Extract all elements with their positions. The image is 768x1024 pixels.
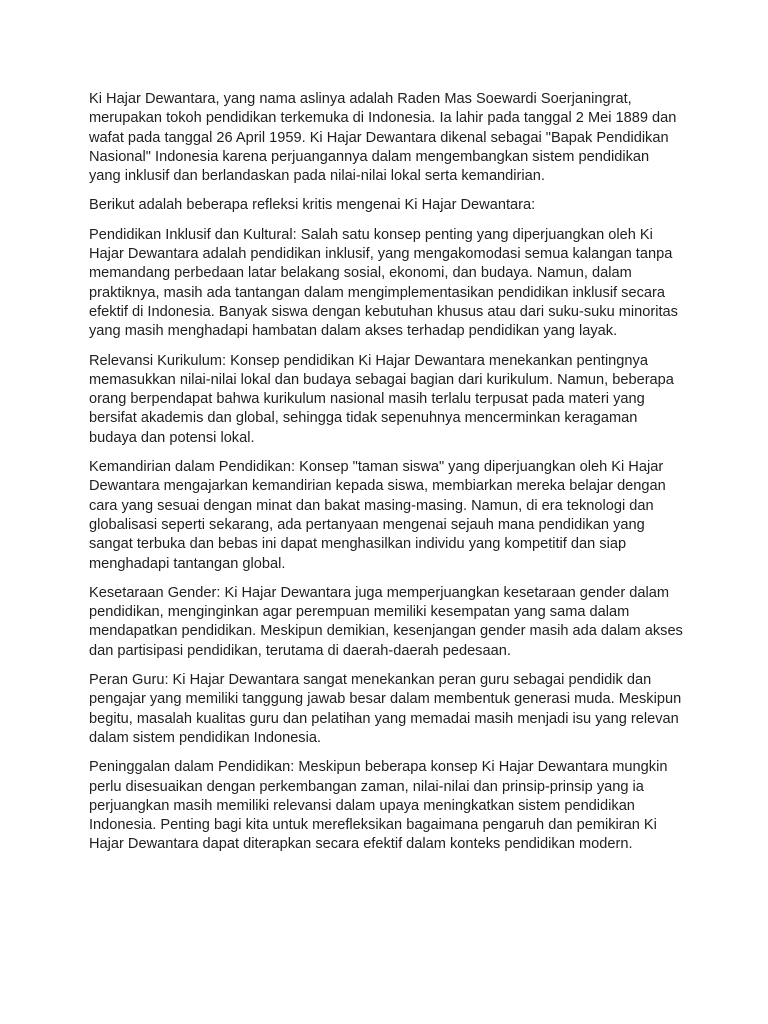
paragraph-legacy: Peninggalan dalam Pendidikan: Meskipun beberapa konsep Ki Hajar Dewantara mungkin perlu disesuaikan dengan perkembangan zaman, nilai-nilai dan prinsip-prinsip yang ia perjuangkan masih memiliki relevansi dalam upaya meningkatkan sistem pendidikan Indonesia. Penting bagi kita untuk merefleksikan bagaimana pengaruh dan pemikiran Ki Hajar Dewantara dapat diterapkan secara efektif dalam konteks pendidikan modern. bbox=[89, 759, 668, 853]
paragraph-inclusive-education: Pendidikan Inklusif dan Kultural: Salah satu konsep penting yang diperjuangkan oleh Ki Hajar Dewantara adalah pendidikan inklusif, yang mengakomodasi semua kalangan tanpa memandang perbedaan latar belakang sosial, ekonomi, dan budaya. Namun, dalam praktiknya, masih ada tantangan dalam mengimplementasikan pendidikan inklusif secara efektif di Indonesia. Banyak siswa dengan kebutuhan khusus atau dari suku-suku minoritas yang masih menghadapi hambatan dalam akses terhadap pendidikan yang layak. bbox=[89, 226, 678, 340]
paragraph-gender-equality: Kesetaraan Gender: Ki Hajar Dewantara juga memperjuangkan kesetaraan gender dalam pendidikan, menginginkan agar perempuan memiliki kesempatan yang sama dalam mendapatkan pendidikan. Meskipun demikian, kesenjangan gender masih ada dalam akses dan partisipasi pendidikan, terutama di daerah-daerah pedesaan. bbox=[89, 584, 683, 659]
document-body bbox=[89, 90, 684, 865]
paragraph-independence: Kemandirian dalam Pendidikan: Konsep "taman siswa" yang diperjuangkan oleh Ki Hajar Dewantara mengajarkan kemandirian kepada siswa, membiarkan mereka belajar dengan cara yang sesuai dengan minat dan bakat masing-masing. Namun, di era teknologi dan globalisasi seperti sekarang, ada pertanyaan mengenai sejauh mana pendidikan yang sangat terbuka dan bebas ini dapat menghasilkan individu yang kompetitif dan siap menghadapi tantangan global. bbox=[89, 459, 666, 572]
paragraph-intro: Ki Hajar Dewantara, yang nama aslinya adalah Raden Mas Soewardi Soerjaningrat, merupakan tokoh pendidikan terkemuka di Indonesia. Ia lahir pada tanggal 2 Mei 1889 dan wafat pada tanggal 26 April 1959. Ki Hajar Dewantara dikenal sebagai "Bapak Pendidikan Nasional" Indonesia karena perjuangannya dalam mengembangkan sistem pendidikan yang inklusif dan berlandaskan pada nilai-nilai lokal serta kemandirian. bbox=[89, 91, 677, 185]
paragraph-reflection-lead: Berikut adalah beberapa refleksi kritis mengenai Ki Hajar Dewantara: bbox=[89, 197, 536, 214]
paragraph-curriculum-relevance: Relevansi Kurikulum: Konsep pendidikan Ki Hajar Dewantara menekankan pentingnya memasukkan nilai-nilai lokal dan budaya sebagai bagian dari kurikulum. Namun, beberapa orang berpendapat bahwa kurikulum nasional masih terlalu terpusat pada materi yang bersifat akademis dan global, sehingga tidak sepenuhnya mencerminkan keragaman budaya dan potensi lokal. bbox=[89, 352, 674, 446]
paragraph-teacher-role: Peran Guru: Ki Hajar Dewantara sangat menekankan peran guru sebagai pendidik dan pengajar yang memiliki tanggung jawab besar dalam membentuk generasi muda. Meskipun begitu, masalah kualitas guru dan pelatihan yang memadai masih menjadi isu yang relevan dalam sistem pendidikan Indonesia. bbox=[89, 672, 682, 746]
